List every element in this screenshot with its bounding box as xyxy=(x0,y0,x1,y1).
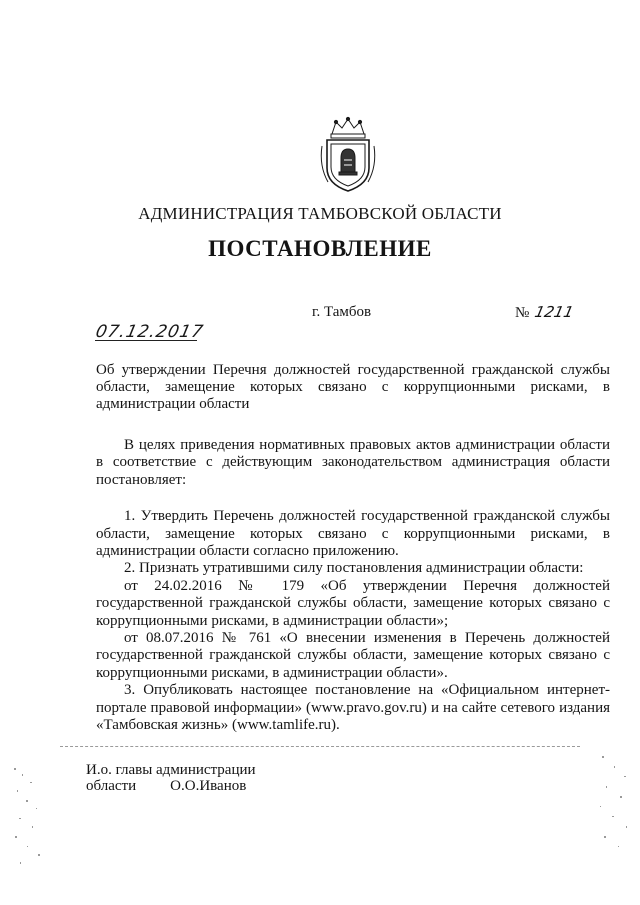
item-1: 1. Утвердить Перечень должностей государственной гражданской службы области, замещение которых связано с коррупционными рисками, в администрации области согласно приложению. xyxy=(96,508,610,560)
signature-block xyxy=(86,762,256,794)
signer-name: О.О.Иванов xyxy=(170,778,247,794)
scan-noise-left xyxy=(8,760,48,870)
item-2b: от 08.07.2016 № 761 «О внесении изменения в Перечень должностей государственной гражданской службы области, замещение которых связано с коррупционными рисками, в администрации области». xyxy=(96,630,610,681)
organization-title: АДМИНИСТРАЦИЯ ТАМБОВСКОЙ ОБЛАСТИ xyxy=(138,204,502,223)
divider xyxy=(60,746,580,747)
number-value: 1211 xyxy=(533,303,576,321)
signer-position-line1: И.о. главы администрации xyxy=(86,762,256,778)
item-2: 2. Признать утратившими силу постановления администрации области: xyxy=(124,560,584,577)
date-underline xyxy=(95,340,197,341)
document-title: Об утверждении Перечня должностей государственной гражданской службы области, замещение которых связано с коррупционными рисками, в администрации области xyxy=(96,362,610,412)
item-2a: от 24.02.2016 № 179 «Об утверждении Перечня должностей государственной гражданской службы области, замещение которых связано с коррупционными рисками, в администрации области»; xyxy=(96,577,610,629)
scan-noise-right xyxy=(594,750,634,860)
document-body xyxy=(96,437,610,735)
coat-of-arms-icon xyxy=(318,116,378,194)
document-number xyxy=(515,303,574,322)
intro-paragraph: В целях приведения нормативных правовых актов администрации области в соответствие с действующим законодательством администрация области постановляет: xyxy=(96,437,610,488)
document-city: г. Тамбов xyxy=(312,304,372,320)
document-type: ПОСТАНОВЛЕНИЕ xyxy=(208,236,432,261)
item-3: 3. Опубликовать настоящее постановление на «Официальном интернет-портале правовой информации» (www.pravo.gov.ru) и на сайте сетевого издания «Тамбовская жизнь» (www.tamlife.ru). xyxy=(96,682,610,734)
number-label: № xyxy=(515,305,530,321)
signer-position-line2: области xyxy=(86,778,137,794)
document-date: 07.12.2017 xyxy=(93,322,206,342)
